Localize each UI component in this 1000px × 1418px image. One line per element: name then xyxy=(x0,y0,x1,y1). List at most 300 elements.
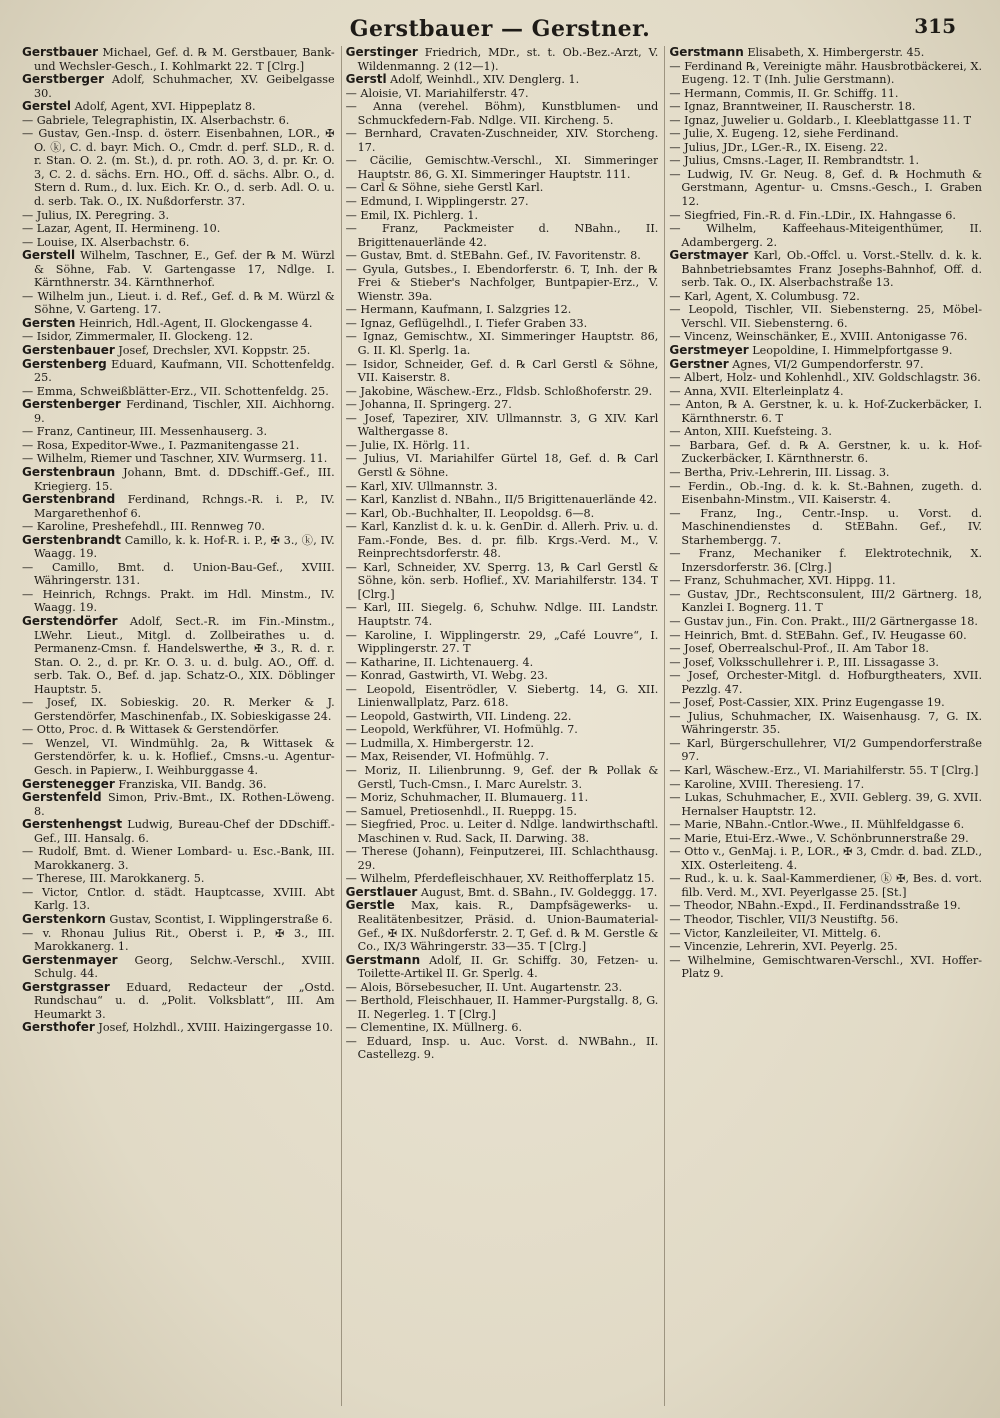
entry-text: Eduard, Kaufmann, VII. Schottenfeldg. 25. xyxy=(34,357,335,385)
directory-entry xyxy=(669,330,982,344)
entry-text: Adolf, Schuhmacher, XV. Geibelgasse 30. xyxy=(34,73,335,100)
page-header xyxy=(0,14,1000,44)
entry-surname: Gerstenbrandt xyxy=(22,532,121,547)
directory-entry xyxy=(669,791,982,818)
directory-entry xyxy=(22,317,335,331)
entry-text: — Clementine, IX. Müllnerg. 6. xyxy=(345,1021,523,1035)
entry-text: — Julius, Cmsns.-Lager, II. Rembrandtstr. 1. xyxy=(669,154,920,168)
directory-entry xyxy=(669,209,982,223)
directory-entry xyxy=(346,954,659,981)
entry-text: — Siegfried, Proc. u. Leiter d. Ndlge. landwirthschaftl. Maschinen v. Rud. Sack, II. Darwing. 38. xyxy=(345,818,659,845)
entry-text: August, Bmt. d. SBahn., IV. Goldeggg. 17. xyxy=(417,885,658,899)
directory-entry xyxy=(669,249,982,290)
directory-entry xyxy=(346,1021,659,1035)
directory-entry xyxy=(346,845,659,872)
entry-text: — Franz, Schuhmacher, XVI. Hippg. 11. xyxy=(669,574,896,588)
entry-text: — Julius, IX. Peregring. 3. xyxy=(22,208,169,222)
entry-text: — Karl, Kanzlist d. NBahn., II/5 Brigittenauerlände 42. xyxy=(345,493,658,507)
entry-text: — Ferdinand ℞, Vereinigte mähr. Hausbrotbäckerei, X. Eugeng. 12. T (Inh. Julie Gerstmann). xyxy=(669,59,983,87)
directory-entry xyxy=(346,127,659,154)
entry-text: — Katharine, II. Lichtenauerg. 4. xyxy=(345,655,534,669)
directory-entry xyxy=(22,872,335,886)
entry-text: — Johanna, II. Springerg. 27. xyxy=(345,398,512,412)
entry-text: — Franz, Ing., Centr.-Insp. u. Vorst. d. Maschinendienstes d. StEBahn. Gef., IV. Starhembergg. 7. xyxy=(669,506,983,547)
entry-text: Franziska, VII. Bandg. 36. xyxy=(114,777,267,791)
entry-surname: Gerstel xyxy=(22,99,72,114)
directory-entry xyxy=(346,561,659,602)
entry-text: — Samuel, Pretiosenhdl., II. Rueppg. 15. xyxy=(345,804,577,818)
directory-entry xyxy=(346,439,659,453)
entry-text: — Josef, Tapezirer, XIV. Ullmannstr. 3, G XIV. Karl Walthergasse 8. xyxy=(345,411,659,439)
entry-text: — Heinrich, Bmt. d. StEBahn. Gef., IV. Heugasse 60. xyxy=(669,628,967,642)
entry-text: — Theodor, Tischler, VII/3 Neustiftg. 56. xyxy=(669,913,899,926)
entry-text: — Ludmilla, X. Himbergerstr. 12. xyxy=(345,736,534,750)
directory-entry xyxy=(22,493,335,520)
directory-entry xyxy=(346,452,659,479)
entry-surname: Gerstl xyxy=(345,72,387,87)
entry-text: — Karl, Bürgerschullehrer, VI/2 Gumpendorferstraße 97. xyxy=(669,736,983,764)
directory-entry xyxy=(346,629,659,656)
entry-surname: Gerstell xyxy=(22,248,76,263)
entry-text: — Ludwig, IV. Gr. Neug. 8, Gef. d. ℞ Hochmuth & Gerstmann, Agentur- u. Cmsns.-Gesch., I. Graben 12. xyxy=(669,167,983,209)
entry-text: — Josef, Oberrealschul-Prof., II. Am Tabor 18. xyxy=(669,642,929,656)
entry-text: — Julie, IX. Hörlg. 11. xyxy=(345,438,470,452)
directory-entry xyxy=(22,561,335,588)
directory-entry xyxy=(22,385,335,399)
entry-text: — Leopold, Eisentrödler, V. Siebertg. 14, G. XII. Linienwallplatz, Parz. 618. xyxy=(345,682,659,710)
directory-entry xyxy=(22,737,335,778)
directory-entry xyxy=(22,723,335,737)
directory-entry xyxy=(22,913,335,927)
directory-entry xyxy=(669,100,982,114)
entry-text: — Victor, Kanzleileiter, VI. Mittelg. 6. xyxy=(669,926,882,940)
entry-text: — Camillo, Bmt. d. Union-Bau-Gef., XVIII. Währingerstr. 131. xyxy=(22,560,335,588)
directory-entry xyxy=(346,154,659,181)
entry-text: — Lukas, Schuhmacher, E., XVII. Geblerg. 39, G. XVII. Hernalser Hauptstr. 12. xyxy=(669,791,983,818)
entry-text: — Therese, III. Marokkanerg. 5. xyxy=(22,872,205,886)
directory-entry xyxy=(346,412,659,439)
entry-text: Johann, Bmt. d. DDschiff.-Gef., III. Kriegierg. 15. xyxy=(34,465,335,493)
column-3 xyxy=(664,46,982,1406)
entry-text: Adolf, Sect.-R. im Fin.-Minstm., LWehr. Lieut., Mitgl. d. Zollbeirathes u. d. Permanenz-Cmsn. f. Handelswerthe, ✠ 3., R. d. r. Stan. O. 2., d. pr. Kr. O. 3. u. d. bulg. AO., Off. d. serb. Tak. O., Bef. d. jap. Schatz-O., XIX. Döblinger Hauptstr. 5. xyxy=(34,614,335,696)
directory-entry xyxy=(346,317,659,331)
entry-text: — Wilhelm jun., Lieut. i. d. Ref., Gef. d. ℞ M. Würzl & Söhne, V. Garteng. 17. xyxy=(22,289,335,317)
entry-text: — Karoline, Preshefehdl., III. Rennweg 70. xyxy=(22,520,265,534)
directory-entry xyxy=(22,615,335,696)
entry-text: — Carl & Söhne, siehe Gerstl Karl. xyxy=(345,181,544,195)
entry-text: — Gustav, JDr., Rechtsconsulent, III/2 Gärtnerg. 18, Kanzlei I. Bognerg. 11. T xyxy=(669,587,983,615)
directory-entry xyxy=(346,669,659,683)
entry-text: — Karl, Wäschew.-Erz., VI. Mariahilferstr. 55. T [Clrg.] xyxy=(669,763,979,777)
directory-entry xyxy=(346,683,659,710)
directory-entry xyxy=(669,899,982,913)
directory-entry xyxy=(669,547,982,574)
entry-surname: Gerstmeyer xyxy=(669,343,749,358)
entry-text: — Moriz, Schuhmacher, II. Blumauerg. 11. xyxy=(345,791,589,805)
entry-text: — Ignaz, Geflügelhdl., I. Tiefer Graben 33. xyxy=(345,316,588,330)
entry-text: — Wilhelmine, Gemischtwaren-Verschl., XVI. Hoffer-Platz 9. xyxy=(669,953,983,981)
entry-text: — Rosa, Expeditor-Wwe., I. Pazmanitengasse 21. xyxy=(22,438,300,452)
directory-entry xyxy=(346,818,659,845)
entry-text: — Anton, XIII. Kuefsteing. 3. xyxy=(669,425,832,439)
entry-surname: Gerstenberg xyxy=(22,356,107,371)
directory-entry xyxy=(669,466,982,480)
directory-entry xyxy=(346,886,659,900)
directory-entry xyxy=(346,723,659,737)
directory-entry xyxy=(346,764,659,791)
entry-text: Leopoldine, I. Himmelpfortgasse 9. xyxy=(748,344,953,358)
directory-entry xyxy=(346,899,659,953)
entry-text: Josef, Holzhdl., XVIII. Haizingergasse 10. xyxy=(94,1021,333,1035)
entry-surname: Gerstenbrand xyxy=(22,492,116,507)
directory-entry xyxy=(669,127,982,141)
entry-text: — Marie, NBahn.-Cntlor.-Wwe., II. Mühlfeldgasse 6. xyxy=(669,818,965,832)
entry-text: — Ferdin., Ob.-Ing. d. k. k. St.-Bahnen, zugeth. d. Eisenbahn-Minstm., VII. Kaiserstr. 4. xyxy=(669,479,983,507)
entry-text: — Josef, Orchester-Mitgl. d. Hofburgtheaters, XVII. Pezzlg. 47. xyxy=(669,669,983,696)
directory-entry xyxy=(22,520,335,534)
entry-text: Max, kais. R., Dampfsägewerks- u. Realitätenbesitzer, Präsid. d. Union-Baumaterial-Gef., ✠ IX. Nußdorferstr. 2. T, Gef. d. ℞ M. Gerstle & Co., IX/3 Währingerstr. 33—35. T [Clrg.] xyxy=(357,899,659,954)
entry-text: — Karoline, I. Wipplingerstr. 29, „Café Louvre“, I. Wipplingerstr. 27. T xyxy=(345,628,659,656)
directory-entry xyxy=(346,249,659,263)
directory-entry xyxy=(669,425,982,439)
entry-surname: Gerstenfeld xyxy=(22,790,102,805)
directory-entry xyxy=(669,940,982,954)
entry-text: — Wilhelm, Pferdefleischhauer, XV. Reithofferplatz 15. xyxy=(345,872,655,886)
entry-text: — Gabriele, Telegraphistin, IX. Alserbachstr. 6. xyxy=(22,113,290,127)
entry-text: — Otto, Proc. d. ℞ Wittasek & Gerstendörfer. xyxy=(22,723,280,737)
directory-entry xyxy=(22,290,335,317)
entry-text: — Ignaz, Branntweiner, II. Rauscherstr. 18. xyxy=(669,100,916,114)
directory-entry xyxy=(669,371,982,385)
entry-text: — Marie, Etui-Erz.-Wwe., V. Schönbrunnerstraße 29. xyxy=(669,831,969,845)
directory-entry xyxy=(346,791,659,805)
directory-entry xyxy=(669,764,982,778)
entry-text: — Gustav, Bmt. d. StEBahn. Gef., IV. Favoritenstr. 8. xyxy=(345,249,641,263)
directory-entry xyxy=(669,927,982,941)
entry-text: — Josef, Post-Cassier, XIX. Prinz Eugengasse 19. xyxy=(669,696,945,710)
entry-text: — Anton, ℞ A. Gerstner, k. u. k. Hof-Zuckerbäcker, I. Kärnthnerstr. 6. T xyxy=(669,398,983,425)
entry-text: — Wilhelm, Riemer und Taschner, XIV. Wurmserg. 11. xyxy=(22,452,328,466)
entry-text: — Albert, Holz- und Kohlenhdl., XIV. Goldschlagstr. 36. xyxy=(669,371,981,385)
entry-text: — Wilhelm, Kaffeehaus-Miteigenthümer, II. Adambergerg. 2. xyxy=(669,222,983,249)
directory-entry xyxy=(669,954,982,981)
entry-text: — Emil, IX. Pichlerg. 1. xyxy=(345,208,479,222)
entry-text: — Lazar, Agent, II. Hermineng. 10. xyxy=(22,222,221,236)
directory-entry xyxy=(669,656,982,670)
directory-entry xyxy=(669,168,982,209)
column-2 xyxy=(341,46,659,1406)
directory-entry xyxy=(669,290,982,304)
directory-entry xyxy=(22,778,335,792)
entry-text: — Jakobine, Wäschew.-Erz., Fldsb. Schloßhoferstr. 29. xyxy=(345,384,653,398)
directory-entry xyxy=(22,100,335,114)
entry-text: Heinrich, Hdl.-Agent, II. Glockengasse 4. xyxy=(75,316,313,330)
entry-text: — Victor, Cntlor. d. städt. Hauptcasse, XVIII. Abt Karlg. 13. xyxy=(22,885,335,913)
entry-text: — Wenzel, VI. Windmühlg. 2a, ℞ Wittasek & Gerstendörfer, k. u. k. Hoflief., Cmsns.-u. Agentur-Gesch. in Papierw., I. Weihburggasse 4. xyxy=(22,736,335,777)
entry-text: — Karoline, XVIII. Theresieng. 17. xyxy=(669,777,865,791)
directory-entry xyxy=(22,344,335,358)
entry-text: — Emma, Schweißblätter-Erz., VII. Schottenfeldg. 25. xyxy=(22,384,329,398)
directory-entry xyxy=(346,601,659,628)
entry-text: — Julius, JDr., LGer.-R., IX. Eiseng. 22. xyxy=(669,140,888,154)
entry-text: Adolf, Agent, XVI. Hippeplatz 8. xyxy=(71,100,256,114)
directory-entry xyxy=(346,737,659,751)
directory-entry xyxy=(669,845,982,872)
entry-text: — Anna, XVII. Elterleinplatz 4. xyxy=(669,384,844,398)
directory-entry xyxy=(669,480,982,507)
entry-text: — Josef, Volksschullehrer i. P., III. Lissagasse 3. xyxy=(669,655,939,669)
directory-entry xyxy=(669,669,982,696)
directory-entry xyxy=(22,439,335,453)
directory-entry xyxy=(22,222,335,236)
directory-entry xyxy=(669,778,982,792)
entry-surname: Gerstner xyxy=(669,356,729,371)
directory-entry xyxy=(346,480,659,494)
directory-entry xyxy=(669,398,982,425)
directory-entry xyxy=(346,507,659,521)
directory-entry xyxy=(346,330,659,357)
entry-text: — Rud., k. u. k. Saal-Kammerdiener, ⓚ ✠, Bes. d. vort. filb. Verd. M., XVI. Peyerlgasse 25. [St.] xyxy=(669,872,983,899)
entry-text: — Leopold, Gastwirth, VII. Lindeng. 22. xyxy=(345,709,572,723)
directory-entry xyxy=(346,100,659,127)
entry-text: Georg, Selchw.-Verschl., XVIII. Schulg. 44. xyxy=(34,953,335,981)
directory-entry xyxy=(669,574,982,588)
entry-text: Ferdinand, Rchngs.-R. i. P., IV. Margarethenhof 6. xyxy=(34,493,335,520)
entry-text: — Louise, IX. Alserbachstr. 6. xyxy=(22,235,190,249)
directory-entry xyxy=(346,46,659,73)
entry-text: — Bertha, Priv.-Lehrerin, III. Lissag. 3. xyxy=(669,465,890,479)
directory-entry xyxy=(22,73,335,100)
directory-entry xyxy=(22,358,335,385)
entry-surname: Gerstle xyxy=(345,898,395,913)
column-1 xyxy=(22,46,335,1406)
entry-text: — Alois, Börsebesucher, II. Unt. Augartenstr. 23. xyxy=(345,980,623,994)
directory-entry xyxy=(22,791,335,818)
directory-entry xyxy=(346,181,659,195)
directory-entry xyxy=(22,927,335,954)
entry-text: Adolf, Weinhdl., XIV. Denglerg. 1. xyxy=(386,73,580,87)
entry-text: — Karl, Agent, X. Columbusg. 72. xyxy=(669,289,860,303)
entry-surname: Gerstmann xyxy=(345,952,421,967)
entry-text: Michael, Gef. d. ℞ M. Gerstbauer, Bank- und Wechsler-Gesch., I. Kohlmarkt 22. T [Clrg.] xyxy=(34,46,335,73)
directory-entry xyxy=(669,737,982,764)
directory-entry xyxy=(669,358,982,372)
entry-text: Elisabeth, X. Himbergerstr. 45. xyxy=(743,46,925,59)
directory-entry xyxy=(22,886,335,913)
directory-entry xyxy=(346,750,659,764)
directory-entry xyxy=(22,249,335,290)
directory-entry xyxy=(346,994,659,1021)
entry-text: Josef, Drechsler, XVI. Koppstr. 25. xyxy=(114,344,311,358)
directory-entry xyxy=(346,209,659,223)
directory-entry xyxy=(22,330,335,344)
directory-entry xyxy=(346,195,659,209)
entry-surname: Gerstenegger xyxy=(22,776,115,791)
directory-entry xyxy=(22,954,335,981)
directory-entry xyxy=(22,398,335,425)
entry-text: — Barbara, Gef. d. ℞ A. Gerstner, k. u. k. Hof-Zuckerbäcker, I. Kärnthnerstr. 6. xyxy=(669,438,983,466)
directory-entry xyxy=(669,507,982,548)
entry-text: — Julie, X. Eugeng. 12, siehe Ferdinand. xyxy=(669,127,899,141)
directory-entry xyxy=(22,466,335,493)
directory-entry xyxy=(22,114,335,128)
entry-text: — Siegfried, Fin.-R. d. Fin.-LDir., IX. Hahngasse 6. xyxy=(669,208,956,222)
directory-entry xyxy=(346,872,659,886)
directory-entry xyxy=(669,87,982,101)
directory-entry xyxy=(669,642,982,656)
directory-entry xyxy=(669,222,982,249)
directory-entry xyxy=(669,154,982,168)
entry-surname: Gerstberger xyxy=(22,72,105,87)
entry-text: Simon, Priv.-Bmt., IX. Rothen-Löweng. 8. xyxy=(34,791,335,818)
directory-entry xyxy=(669,832,982,846)
running-head: Gerstbauer — Gerstner. xyxy=(349,16,651,42)
entry-surname: Gerstgrasser xyxy=(22,979,110,994)
directory-entry xyxy=(669,615,982,629)
entry-text: — Moriz, II. Lilienbrunng. 9, Gef. der ℞ Pollak & Gerstl, Tuch-Cmsn., I. Marc Aurelstr. 3. xyxy=(345,763,659,791)
directory-entry xyxy=(346,656,659,670)
directory-entry xyxy=(346,710,659,724)
directory-entry xyxy=(346,493,659,507)
entry-text: Karl, Ob.-Offcl. u. Vorst.-Stellv. d. k. k. Bahnbetriebsamtes Franz Josephs-Bahnhof, Off. d. serb. Tak. O., IX. Alserbachstraße 13. xyxy=(681,249,983,290)
directory-entry xyxy=(346,358,659,385)
entry-text: — Karl, Schneider, XV. Sperrg. 13, ℞ Carl Gerstl & Söhne, kön. serb. Hoflief., XV. Mariahilferstr. 134. T [Clrg.] xyxy=(345,560,659,601)
directory-entry xyxy=(22,127,335,208)
entry-surname: Gerstinger xyxy=(345,46,418,59)
directory-entry xyxy=(346,520,659,561)
entry-text: — Theodor, NBahn.-Expd., II. Ferdinandsstraße 19. xyxy=(669,899,961,913)
entry-surname: Gerstmayer xyxy=(669,248,749,263)
entry-text: — Eduard, Insp. u. Auc. Vorst. d. NWBahn., II. Castellezg. 9. xyxy=(345,1034,659,1062)
entry-text: — Max, Reisender, VI. Hofmühlg. 7. xyxy=(345,750,549,764)
directory-entry xyxy=(346,805,659,819)
directory-entry xyxy=(669,439,982,466)
directory-entry xyxy=(669,303,982,330)
entry-text: — Konrad, Gastwirth, VI. Webg. 23. xyxy=(345,669,548,683)
directory-entry xyxy=(22,209,335,223)
directory-entry xyxy=(669,913,982,927)
entry-text: — Julius, Schuhmacher, IX. Waisenhausg. 7, G. IX. Währingerstr. 35. xyxy=(669,709,983,737)
directory-entry xyxy=(669,872,982,899)
entry-surname: Gerstenmayer xyxy=(22,952,118,967)
entry-text: — Isidor, Zimmermaler, II. Glockeng. 12. xyxy=(22,330,253,344)
entry-text: — Karl, XIV. Ullmannstr. 3. xyxy=(345,479,498,493)
entry-text: — Vincenzie, Lehrerin, XVI. Peyerlg. 25. xyxy=(669,940,898,954)
columns-container xyxy=(22,46,982,1406)
entry-text: — Bernhard, Cravaten-Zuschneider, XIV. Storcheng. 17. xyxy=(345,127,659,154)
directory-entry xyxy=(22,845,335,872)
entry-text: — Ignaz, Juwelier u. Goldarb., I. Kleeblattgasse 11. T xyxy=(669,113,972,127)
entry-text: — Franz, Mechaniker f. Elektrotechnik, X. Inzersdorferstr. 36. [Clrg.] xyxy=(669,547,983,574)
entry-text: — v. Rhonau Julius Rit., Oberst i. P., ✠ 3., III. Marokkanerg. 1. xyxy=(22,926,335,954)
entry-text: — Hermann, Kaufmann, I. Salzgries 12. xyxy=(345,303,572,317)
entry-text: Agnes, VI/2 Gumpendorferstr. 97. xyxy=(728,357,924,371)
directory-entry xyxy=(346,222,659,249)
entry-surname: Gerstenbauer xyxy=(22,343,115,358)
entry-text: — Karl, III. Siegelg. 6, Schuhw. Ndlge. III. Landstr. Hauptstr. 74. xyxy=(345,601,659,628)
directory-entry xyxy=(669,141,982,155)
entry-surname: Gerstenbraun xyxy=(22,464,116,479)
entry-surname: Gerstmann xyxy=(669,46,744,59)
directory-entry xyxy=(346,87,659,101)
entry-text: — Leopold, Tischler, VII. Siebensterng. 25, Möbel-Verschl. VII. Siebensterng. 6. xyxy=(669,303,983,330)
entry-text: Camillo, k. k. Hof-R. i. P., ✠ 3., ⓚ, IV. Waagg. 19. xyxy=(34,533,335,561)
directory-entry xyxy=(22,818,335,845)
entry-text: — Karl, Ob.-Buchhalter, II. Leopoldsg. 6—8. xyxy=(345,506,595,520)
directory-entry xyxy=(669,60,982,87)
directory-entry xyxy=(669,588,982,615)
entry-text: — Gyula, Gutsbes., I. Ebendorferstr. 6. T, Inh. der ℞ Frei & Stieber's Nachfolger, Buntpapier-Erz., V. Wienstr. 39a. xyxy=(345,262,659,303)
directory-entry xyxy=(669,344,982,358)
entry-text: — Therese (Johann), Feinputzerei, III. Schlachthausg. 29. xyxy=(345,845,659,872)
directory-entry xyxy=(346,385,659,399)
entry-text: Gustav, Scontist, I. Wipplingerstraße 6. xyxy=(105,913,333,926)
directory-entry xyxy=(22,1021,335,1035)
entry-text: — Rudolf, Bmt. d. Wiener Lombard- u. Esc.-Bank, III. Marokkanerg. 3. xyxy=(22,845,335,872)
entry-text: — Hermann, Commis, II. Gr. Schiffg. 11. xyxy=(669,86,899,100)
directory-entry xyxy=(669,629,982,643)
entry-text: — Julius, VI. Mariahilfer Gürtel 18, Gef. d. ℞ Carl Gerstl & Söhne. xyxy=(345,452,659,479)
page-number: 315 xyxy=(914,14,956,38)
entry-text: Friedrich, MDr., st. t. Ob.-Bez.-Arzt, V. Wildenmanng. 2 (12—1). xyxy=(357,46,659,73)
entry-text: — Josef, IX. Sobieskig. 20. R. Merker & J. Gerstendörfer, Maschinenfab., IX. Sobieskigasse 24. xyxy=(22,696,335,723)
directory-entry xyxy=(346,1035,659,1062)
entry-text: — Heinrich, Rchngs. Prakt. im Hdl. Minstm., IV. Waagg. 19. xyxy=(22,587,335,615)
directory-entry xyxy=(346,981,659,995)
entry-text: — Cäcilie, Gemischtw.-Verschl., XI. Simmeringer Hauptstr. 86, G. XI. Simmeringer Hauptstr. 111. xyxy=(345,154,659,181)
directory-entry xyxy=(22,425,335,439)
entry-surname: Gersthofer xyxy=(22,1020,95,1035)
entry-text: — Karl, Kanzlist d. k. u. k. GenDir. d. Allerh. Priv. u. d. Fam.-Fonde, Bes. d. pr. filb. Krgs.-Verd. M., V. Reinprechtsdorferstr. 48. xyxy=(345,520,659,561)
entry-text: — Anna (verehel. Böhm), Kunstblumen- und Schmuckfedern-Fab. Ndlge. VII. Kircheng. 5. xyxy=(345,100,659,127)
entry-text: Adolf, II. Gr. Schiffg. 30, Fetzen- u. Toilette-Artikel II. Gr. Sperlg. 4. xyxy=(357,953,659,981)
entry-surname: Gerstbauer xyxy=(22,46,99,59)
entry-text: — Leopold, Werkführer, VI. Hofmühlg. 7. xyxy=(345,723,578,737)
entry-text: — Vincenz, Weinschänker, E., XVIII. Antonigasse 76. xyxy=(669,330,968,344)
directory-entry xyxy=(346,73,659,87)
entry-text: — Edmund, I. Wipplingerstr. 27. xyxy=(345,195,529,209)
directory-entry xyxy=(669,818,982,832)
entry-text: — Franz, Cantineur, III. Messenhauserg. 3. xyxy=(22,425,267,439)
entry-surname: Gersten xyxy=(22,315,76,330)
entry-text: Eduard, Redacteur der „Ostd. Rundschau“ u. d. „Polit. Volksblatt“, III. Am Heumarkt 3. xyxy=(34,980,335,1021)
directory-entry xyxy=(22,981,335,1022)
directory-entry xyxy=(22,588,335,615)
directory-entry xyxy=(669,710,982,737)
entry-text: — Isidor, Schneider, Gef. d. ℞ Carl Gerstl & Söhne, VII. Kaiserstr. 8. xyxy=(345,357,659,385)
entry-text: — Berthold, Fleischhauer, II. Hammer-Purgstallg. 8, G. II. Negerleg. 1. T [Clrg.] xyxy=(345,994,659,1021)
entry-surname: Gerstenkorn xyxy=(22,912,106,926)
directory-entry xyxy=(346,398,659,412)
entry-text: — Gustav, Gen.-Insp. d. österr. Eisenbahnen, LOR., ✠ O. ⓚ, C. d. bayr. Mich. O., Cmdr. d. perf. SLD., R. d. r. Stan. O. 2. (m. St.), d. pr. roth. AO. 3, d. pr. Kr. O. 3, C. 2. d. sächs. Ern. HO., Off. d. sächs. Albr. O., d. Stern d. Rum., d. lux. Eich. Kr. O., d. serb. Adl. O. u. d. serb. Tak. O., IX. Nußdorferstr. 37. xyxy=(22,127,335,209)
entry-text: — Ignaz, Gemischtw., XI. Simmeringer Hauptstr. 86, G. II. Kl. Sperlg. 1a. xyxy=(345,330,659,358)
directory-entry xyxy=(346,263,659,304)
entry-text: — Otto v., GenMaj. i. P., LOR., ✠ 3, Cmdr. d. bad. ZLD., XIX. Osterleiteng. 4. xyxy=(669,845,983,872)
entry-surname: Gerstendörfer xyxy=(22,613,118,628)
directory-entry xyxy=(669,696,982,710)
directory-entry xyxy=(22,534,335,561)
directory-entry xyxy=(22,46,335,73)
entry-text: Wilhelm, Taschner, E., Gef. der ℞ M. Würzl & Söhne, Fab. V. Gartengasse 17, Ndlge. I. Kärnthnerstr. 34. Kärnthnerhof. xyxy=(34,249,335,290)
directory-entry xyxy=(22,452,335,466)
entry-text: Ludwig, Bureau-Chef der DDschiff.-Gef., III. Hansalg. 6. xyxy=(34,818,335,845)
directory-entry xyxy=(346,303,659,317)
directory-entry xyxy=(669,114,982,128)
directory-entry xyxy=(669,385,982,399)
entry-text: — Aloisie, VI. Mariahilferstr. 47. xyxy=(345,86,529,100)
directory-entry xyxy=(669,46,982,60)
entry-surname: Gerstenberger xyxy=(22,397,121,412)
